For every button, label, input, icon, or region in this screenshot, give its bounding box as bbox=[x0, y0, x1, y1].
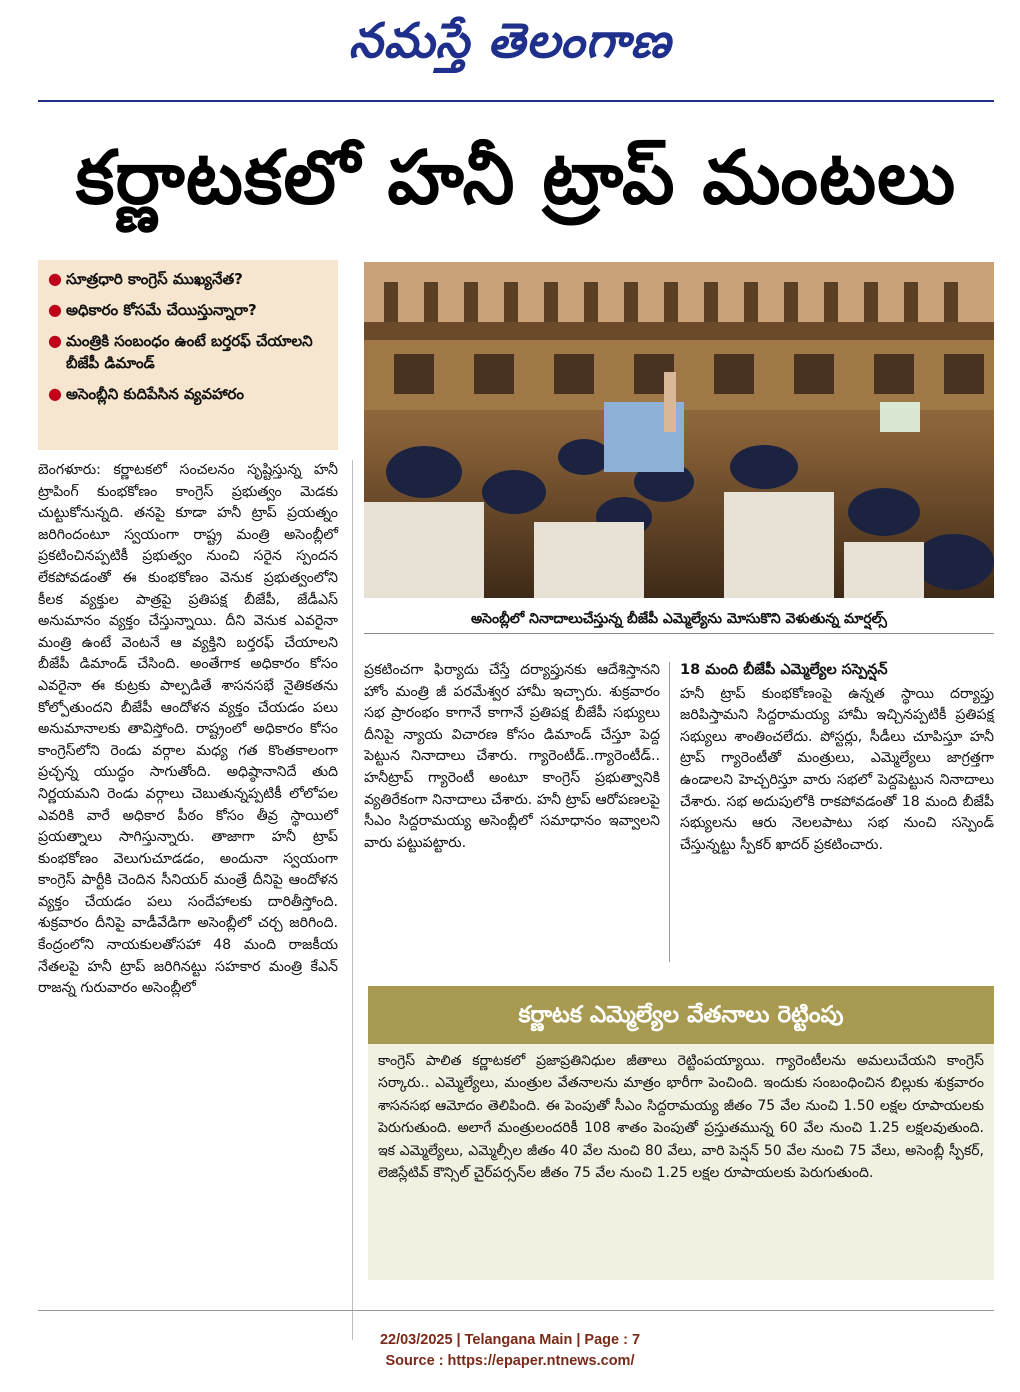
newspaper-logo: నమస్తే తెలంగాణ bbox=[348, 13, 672, 69]
box-headline: కర్ణాటక ఎమ్మెల్యేల వేతనాలు రెట్టింపు bbox=[368, 986, 994, 1044]
edition-info: 22/03/2025 | Telangana Main | Page : 7 bbox=[379, 1332, 641, 1348]
article-text: హనీ ట్రాప్ కుంభకోణంపై ఉన్నత స్థాయి దర్యాప్తు జరిపిస్తామని సిద్దరామయ్య హామీ ఇచ్చినప్పటికీ ప్రతిపక్ష సభ్యులు శాంతించలేదు. పోస్టర్లు, సీడీలు చూపిస్తూ హనీ ట్రాప్ గ్యారెంటీతో మంత్రులు, ఎమ్మెల్యేలు జాగ్రత్తగా ఉండాలని హెచ్చరిస్తూ వారు సభలో పెద్దపెట్టున నినాదాలు చేశారు. సభ అదుపులోకి రాకపోవడంతో 18 మంది బీజేపీ సభ్యులను ఆరు నెలలపాటు సభ నుంచి సస్పెండ్ చేస్తున్నట్టు స్పీకర్ ఖాదర్ ప్రకటించారు. bbox=[680, 685, 994, 853]
article-column-2 bbox=[364, 660, 660, 960]
bullet-icon: ● bbox=[48, 331, 62, 350]
article-column-3 bbox=[680, 660, 994, 960]
box-article bbox=[368, 1044, 994, 1280]
article-text: ప్రకటించగా ఫిర్యాదు చేస్తే దర్యాప్తునకు ఆదేశిస్తానని హోం మంత్రి జీ పరమేశ్వర హామీ ఇచ్చారు. శుక్రవారం సభ ప్రారంభం కాగానే కాగానే ప్రతిపక్ష బీజేపీ సభ్యులు దీనిపై న్యాయ విచారణ కోసం డిమాండ్ చేస్తూ పెద్ద పెట్టున నినాదాలు చేశారు. గ్యారెంటీడ్..గ్యారెంటీడ్.. హనీట్రాప్ గ్యారెంటీ అంటూ కాంగ్రెస్ ప్రభుత్వానికి వ్యతిరేకంగా నినాదాలు చేశారు. హనీ ట్రాప్ ఆరోపణలపై సీఎం సిద్దరామయ్య అసెంబ్లీలో సమాధానం ఇవ్వాలని వారు పట్టుపట్టారు. bbox=[364, 662, 660, 851]
footer bbox=[0, 1330, 1020, 1374]
highlight-item: ● అధికారం కోసమే చేయిస్తున్నారా? bbox=[48, 300, 257, 319]
article-column-1 bbox=[38, 460, 338, 1340]
highlights-box bbox=[38, 260, 338, 450]
article-text: బెంగళూరు: కర్ణాటకలో సంచలనం సృష్టిస్తున్న హనీ ట్రాపింగ్ కుంభకోణం కాంగ్రెస్ ప్రభుత్వం మెడకు చుట్టుకోనున్నది. తనపై కూడా హనీ ట్రాప్ ప్రయత్నం జరిగిందంటూ స్వయంగా రాష్ట్ర మంత్రి అసెంబ్లీలో ప్రకటించినప్పటికీ ప్రభుత్వం నుంచి సరైన స్పందన లేకపోవడంతో ఈ కుంభకోణం వెనుక ప్రభుత్వంలోని కీలక వ్యక్తుల పాత్రపై ప్రతిపక్ష బీజేపీ, జేడీఎస్ అనుమానం వ్యక్తం చేస్తున్నాయి. దీని వెనుక ఎవరైనా మంత్రి ఉంటే వెంటనే ఆ వ్యక్తిని బర్తరఫ్ చేయాలని బీజేపీ డిమాండ్ చేసింది. అంతేగాక అధికారం కోసం ఎవరైనా ఈ కుట్రకు పాల్పడితే శాసనసభే నైతికతను కోల్పోతుందని బీజేపీ ఆందోళన వ్యక్తం చేయడం పలు అనుమానాలకు తావిస్తోంది. రాష్ట్రంలో అధికారం కోసం కాంగ్రెస్‌లోని రెండు వర్గాల మధ్య గత కొంతకాలంగా ప్రచ్ఛన్న యుద్ధం సాగుతోంది. అధిష్ఠానానిదే తుది నిర్ణయమని రెండు వర్గాలు చెబుతున్నప్పటికీ లోలోపల ఎవరికి వారే అధికార పీఠం కోసం తీవ్ర స్థాయిలో ప్రయత్నాలు సాగిస్తున్నారు. తాజాగా హనీ ట్రాప్ కుంభకోణం వెలుగుచూడడం, అందునా స్వయంగా కాంగ్రెస్ పార్టీకి చెందిన సీనియర్ మంత్రే దీనిపై ఆందోళన వ్యక్తం చేయడం పలు సందేహాలకు దారితీస్తోంది. శుక్రవారం దీనిపై వాడీవేడిగా అసెంబ్లీలో చర్చ జరిగింది. కేంద్రంలోని నాయకులతోసహా 48 మంది రాజకీయ నేతలపై హనీ ట్రాప్ జరిగినట్టు సహకార మంత్రి కేఎన్ రాజన్న గురువారం అసెంబ్లీలో bbox=[38, 462, 338, 997]
masthead-rule bbox=[38, 100, 994, 102]
subheading: 18 మంది బీజేపీ ఎమ్మెల్యేల సస్పెన్షన్ bbox=[680, 662, 888, 678]
highlight-item: ● మంత్రికి సంబంధం ఉంటే బర్తరఫ్ చేయాలని బీజేపీ డిమాండ్ bbox=[48, 331, 313, 372]
footer-rule bbox=[38, 1310, 994, 1311]
bullet-icon: ● bbox=[48, 300, 62, 319]
photo-caption: అసెంబ్లీలో నినాదాలుచేస్తున్న బీజేపీ ఎమ్మెల్యేను మోసుకొని వెళుతున్న మార్షల్స్ bbox=[364, 606, 994, 634]
bullet-icon: ● bbox=[48, 384, 62, 403]
column-divider bbox=[352, 460, 353, 1340]
box-text: కాంగ్రెస్ పాలిత కర్ణాటకలో ప్రజాప్రతినిధుల జీతాలు రెట్టింపయ్యాయి. గ్యారెంటీలను అమలుచేయని కాంగ్రెస్ సర్కారు.. ఎమ్మెల్యేలు, మంత్రుల వేతనాలను మాత్రం భారీగా పెంచింది. ఇందుకు సంబంధించిన బిల్లుకు శుక్రవారం శాసనసభ ఆమోదం తెలిపింది. ఈ పెంపుతో సీఎం సిద్దరామయ్య జీతం 75 వేల నుంచి 1.50 లక్షల రూపాయలకు పెరుగుతుంది. అలాగే మంత్రులందరికీ 108 శాతం పెంపుతో ప్రస్తుతమున్న 60 వేల నుంచి 1.25 లక్షలవుతుంది. ఇక ఎమ్మెల్యేలు, ఎమ్మెల్సీల జీతం 40 వేల నుంచి 80 వేలు, వారి పెన్షన్ 50 వేల నుంచి 75 వేలు, అసెంబ్లీ స్పీకర్, లెజిస్లేటివ్ కౌన్సిల్ చైర్‌పర్సన్‌ల జీతం 75 వేల నుంచి 1.25 లక్షల రూపాయలకు పెరుగుతుంది. bbox=[378, 1053, 984, 1182]
assembly-photo bbox=[364, 262, 994, 598]
highlight-item: ● అసెంబ్లీని కుదిపేసిన వ్యవహారం bbox=[48, 384, 245, 403]
bullet-icon: ● bbox=[48, 269, 62, 288]
column-divider bbox=[669, 662, 670, 962]
source-link[interactable]: Source : https://epaper.ntnews.com/ bbox=[385, 1353, 635, 1369]
highlight-item: ● సూత్రధారి కాంగ్రెస్ ముఖ్యనేత? bbox=[48, 269, 243, 288]
headline: కర్ణాటకలో హనీ ట్రాప్ మంటలు bbox=[75, 135, 957, 221]
masthead bbox=[0, 0, 1020, 110]
